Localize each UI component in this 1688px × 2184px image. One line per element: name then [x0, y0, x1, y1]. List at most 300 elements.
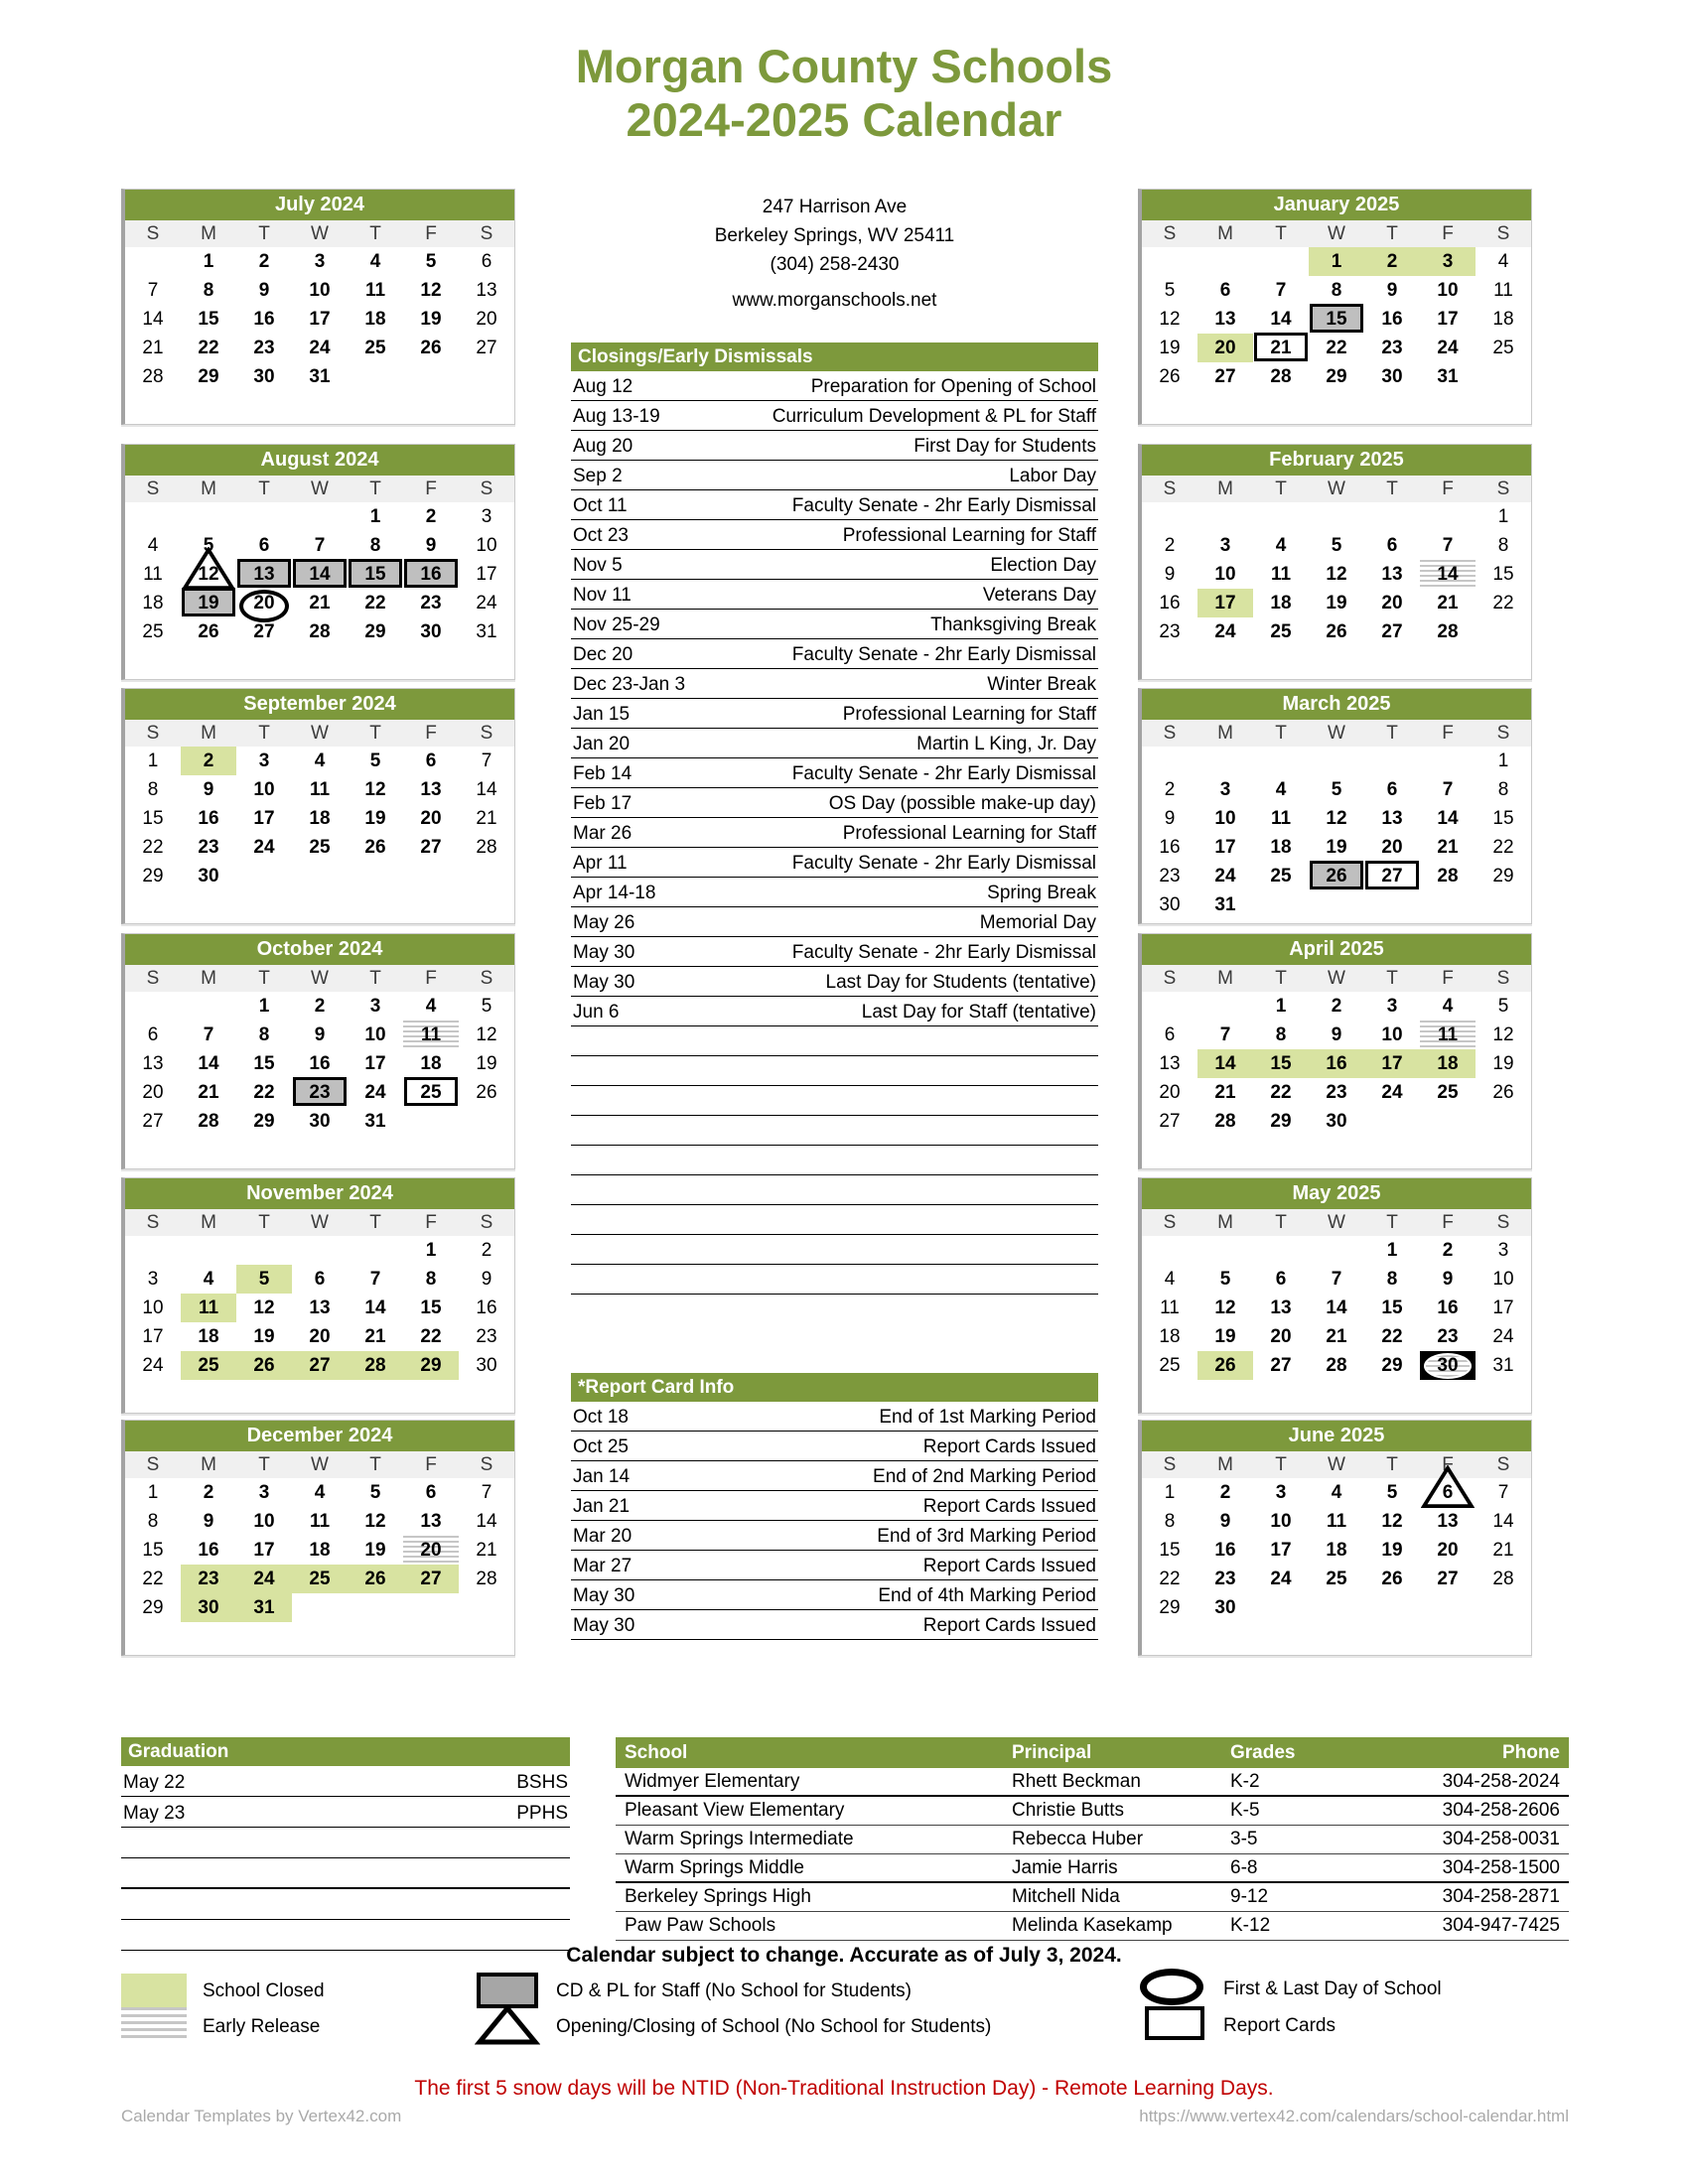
weekday-letter: T	[1275, 968, 1287, 989]
day-cell	[1364, 890, 1420, 919]
day-cell: 26	[1309, 862, 1364, 890]
day-cell: 16	[253, 309, 275, 330]
day-cell: 17	[253, 1540, 275, 1561]
blank-row	[571, 1175, 1098, 1205]
weekday-letter: W	[311, 1454, 329, 1475]
row-description: Election Day	[990, 555, 1096, 576]
row-date: Apr 14-18	[573, 883, 656, 903]
day-cell	[1476, 1107, 1531, 1136]
day-cell: 8	[1497, 779, 1509, 800]
first-last-day-label: First & Last Day of School	[1223, 1979, 1442, 1999]
day-cell: 14	[198, 1053, 219, 1074]
weekday-letter: S	[1496, 968, 1510, 989]
weekday-letter: W	[311, 1212, 329, 1233]
day-cell: 30	[476, 1355, 497, 1376]
day-cell: 12	[1326, 564, 1347, 585]
weekday-letter: S	[146, 223, 160, 244]
grades: 6-8	[1230, 1857, 1258, 1878]
weekday-letter: S	[1496, 723, 1510, 744]
day-cell: 23	[253, 338, 275, 358]
day-cell: 5	[1219, 1269, 1231, 1290]
day-cell: 30	[1214, 1597, 1236, 1618]
day-cell	[1309, 1593, 1364, 1622]
footer-url[interactable]: https://www.vertex42.com/calendars/school-calendar.html	[1139, 2107, 1569, 2125]
day-cell: 3	[1219, 779, 1231, 800]
day-cell: 25	[1270, 621, 1292, 642]
day-cell: 14	[1492, 1511, 1514, 1532]
day-cell: 23	[292, 1078, 348, 1107]
day-cell: 5	[369, 1482, 381, 1503]
row-date: Nov 11	[573, 585, 632, 606]
day-cell: 16	[1437, 1297, 1459, 1318]
day-cell: 8	[258, 1024, 270, 1045]
day-cell: 15	[1381, 1297, 1403, 1318]
website-link[interactable]: www.morganschools.net	[732, 290, 937, 311]
day-cell: 25	[1437, 1082, 1459, 1103]
list-row	[571, 1491, 1098, 1521]
day-cell	[1197, 1236, 1253, 1265]
day-cell: 5	[236, 1265, 292, 1294]
day-grid	[125, 247, 514, 391]
row-description: End of 2nd Marking Period	[873, 1466, 1096, 1487]
day-cell: 3	[314, 251, 326, 272]
grades: K-12	[1230, 1915, 1271, 1936]
weekday-letter: F	[425, 968, 437, 989]
day-cell: 6	[481, 251, 492, 272]
schools-header-principal: Principal	[1012, 1742, 1092, 1763]
day-cell	[1309, 1236, 1364, 1265]
day-cell: 24	[1437, 338, 1459, 358]
schools-header-grades: Grades	[1230, 1742, 1296, 1763]
day-cell	[403, 862, 459, 890]
day-cell: 7	[1442, 535, 1454, 556]
day-cell: 22	[1492, 593, 1514, 614]
day-cell: 10	[364, 1024, 386, 1045]
row-date: Nov 5	[573, 555, 623, 576]
day-cell: 19	[1214, 1326, 1236, 1347]
day-cell: 20	[309, 1326, 331, 1347]
row-date: Mar 20	[573, 1526, 633, 1547]
day-cell: 2	[425, 506, 437, 527]
weekday-letter: T	[1275, 723, 1287, 744]
day-cell: 22	[142, 1569, 164, 1589]
weekday-letter: M	[1217, 723, 1233, 744]
day-cell: 10	[253, 1511, 275, 1532]
grades: K-5	[1230, 1800, 1260, 1821]
day-cell: 19	[476, 1053, 497, 1074]
day-cell	[459, 1107, 514, 1136]
day-cell: 7	[1219, 1024, 1231, 1045]
row-description: Labor Day	[1009, 466, 1096, 486]
day-cell: 20	[476, 309, 497, 330]
day-grid	[125, 747, 514, 890]
day-cell: 11	[1270, 564, 1292, 585]
grades: 3-5	[1230, 1829, 1258, 1849]
day-cell: 18	[1270, 593, 1292, 614]
weekday-letter: M	[1217, 1212, 1233, 1233]
day-cell: 13	[309, 1297, 331, 1318]
weekday-letter: M	[201, 723, 216, 744]
list-row	[571, 788, 1098, 818]
weekday-letter: T	[369, 723, 381, 744]
closings-header: Closings/Early Dismissals	[571, 342, 1098, 371]
weekday-letter: S	[480, 1454, 493, 1475]
weekday-letter: S	[480, 723, 493, 744]
weekday-letter: W	[1328, 223, 1345, 244]
day-cell: 24	[309, 338, 331, 358]
open-close-label: Opening/Closing of School (No School for Students)	[556, 2016, 992, 2037]
day-cell: 16	[309, 1053, 331, 1074]
day-cell: 19	[181, 589, 236, 617]
weekday-letter: T	[1275, 478, 1287, 499]
list-row	[571, 1432, 1098, 1461]
day-cell	[1142, 747, 1197, 775]
day-cell: 4	[1275, 535, 1287, 556]
day-cell: 20	[1270, 1326, 1292, 1347]
day-cell: 11	[309, 1511, 331, 1532]
row-date: May 23	[123, 1803, 186, 1824]
day-cell: 11	[364, 280, 386, 301]
school-closed-label: School Closed	[203, 1980, 325, 2001]
principal-name: Melinda Kasekamp	[1012, 1915, 1173, 1936]
month-september-2024	[121, 688, 515, 924]
day-cell: 2	[1442, 1240, 1454, 1261]
school-name: Berkeley Springs High	[625, 1886, 811, 1907]
day-cell: 9	[1331, 1024, 1342, 1045]
weekday-letter: T	[258, 223, 270, 244]
weekday-letter: F	[1442, 723, 1454, 744]
day-cell: 8	[1497, 535, 1509, 556]
day-cell: 24	[236, 1565, 292, 1593]
day-cell: 10	[142, 1297, 164, 1318]
graduation-section	[121, 1737, 570, 1951]
day-cell: 6	[1386, 535, 1398, 556]
day-cell: 19	[364, 1540, 386, 1561]
day-cell: 6	[425, 1482, 437, 1503]
day-cell: 21	[198, 1082, 219, 1103]
day-cell	[1142, 1236, 1197, 1265]
day-grid	[125, 992, 514, 1136]
day-cell: 1	[1386, 1240, 1398, 1261]
weekday-letter: F	[1442, 1212, 1454, 1233]
day-cell: 27	[1214, 366, 1236, 387]
weekday-letter: S	[146, 968, 160, 989]
day-cell: 19	[1492, 1053, 1514, 1074]
day-cell: 2	[314, 996, 326, 1017]
list-row	[571, 401, 1098, 431]
day-cell: 6	[1420, 1478, 1476, 1507]
weekday-letter: T	[1275, 1212, 1287, 1233]
row-date: Aug 13-19	[573, 406, 660, 427]
day-cell: 8	[1331, 280, 1342, 301]
open-close-triangle	[1421, 1465, 1475, 1509]
day-cell: 28	[309, 621, 331, 642]
day-cell: 15	[253, 1053, 275, 1074]
day-cell: 22	[420, 1326, 442, 1347]
day-cell: 21	[364, 1326, 386, 1347]
day-cell: 18	[1159, 1326, 1181, 1347]
phone: 304-258-2871	[1442, 1886, 1560, 1907]
day-cell: 28	[1437, 866, 1459, 887]
day-cell: 28	[1492, 1569, 1514, 1589]
weekday-letter: T	[1386, 478, 1398, 499]
weekday-letter: T	[258, 478, 270, 499]
school-row	[616, 1826, 1569, 1854]
weekday-letter: T	[258, 1212, 270, 1233]
day-cell: 23	[1326, 1082, 1347, 1103]
day-cell: 14	[476, 779, 497, 800]
weekday-letter: F	[425, 223, 437, 244]
day-cell: 17	[253, 808, 275, 829]
day-cell: 18	[1326, 1540, 1347, 1561]
day-cell: 2	[1219, 1482, 1231, 1503]
day-cell: 16	[1309, 1049, 1364, 1078]
month-title: June 2025	[1142, 1421, 1531, 1451]
day-cell: 24	[1270, 1569, 1292, 1589]
list-row	[571, 758, 1098, 788]
month-title: November 2024	[125, 1178, 514, 1209]
day-cell	[1253, 890, 1309, 919]
day-cell: 27	[253, 621, 275, 642]
day-cell: 20	[142, 1082, 164, 1103]
weekday-header-row	[125, 1451, 514, 1478]
day-cell: 9	[203, 779, 214, 800]
day-cell: 9	[1442, 1269, 1454, 1290]
day-cell	[292, 1236, 348, 1265]
day-cell: 14	[1326, 1297, 1347, 1318]
day-cell: 20	[1197, 334, 1253, 362]
day-cell: 17	[1492, 1297, 1514, 1318]
weekday-letter: S	[480, 1212, 493, 1233]
month-title: October 2024	[125, 934, 514, 965]
day-cell: 27	[1364, 862, 1420, 890]
day-cell: 14	[292, 560, 348, 589]
day-cell	[1420, 890, 1476, 919]
weekday-letter: T	[369, 223, 381, 244]
blank-row	[571, 1086, 1098, 1116]
day-cell: 4	[314, 751, 326, 771]
row-date: May 30	[573, 1585, 635, 1606]
day-cell	[1420, 747, 1476, 775]
weekday-letter: M	[201, 1454, 216, 1475]
list-row	[571, 967, 1098, 997]
day-cell: 17	[309, 309, 331, 330]
list-row	[571, 1521, 1098, 1551]
weekday-letter: S	[146, 1454, 160, 1475]
weekday-letter: T	[258, 1454, 270, 1475]
month-may-2025	[1138, 1177, 1532, 1414]
row-description: Preparation for Opening of School	[810, 376, 1096, 397]
day-cell	[292, 502, 348, 531]
day-cell: 4	[1164, 1269, 1176, 1290]
day-cell	[1197, 747, 1253, 775]
day-cell: 31	[364, 1111, 386, 1132]
address-block	[571, 193, 1098, 315]
school-row	[616, 1854, 1569, 1883]
day-cell: 21	[476, 808, 497, 829]
day-cell: 2	[203, 1482, 214, 1503]
day-cell: 3	[1497, 1240, 1509, 1261]
address-phone: (304) 258-2430	[770, 254, 900, 275]
day-cell: 17	[142, 1326, 164, 1347]
day-cell	[403, 1107, 459, 1136]
day-cell: 27	[1159, 1111, 1181, 1132]
weekday-letter: M	[1217, 478, 1233, 499]
report-card-rows	[571, 1402, 1098, 1640]
weekday-letter: F	[1442, 478, 1454, 499]
report-cards-label: Report Cards	[1223, 2015, 1336, 2036]
day-cell: 10	[309, 280, 331, 301]
row-date: Feb 17	[573, 793, 633, 814]
row-description: BSHS	[516, 1772, 568, 1793]
month-february-2025	[1138, 444, 1532, 680]
day-cell	[181, 502, 236, 531]
day-cell	[1142, 502, 1197, 531]
day-cell: 26	[420, 338, 442, 358]
day-cell: 26	[476, 1082, 497, 1103]
day-cell: 24	[1381, 1082, 1403, 1103]
weekday-letter: S	[146, 478, 160, 499]
day-cell: 10	[1270, 1511, 1292, 1532]
day-cell: 8	[147, 1511, 159, 1532]
day-cell: 21	[1437, 837, 1459, 858]
day-cell: 24	[142, 1355, 164, 1376]
day-cell	[1364, 502, 1420, 531]
phone: 304-258-0031	[1442, 1829, 1560, 1849]
row-date: Jan 14	[573, 1466, 631, 1487]
first-last-day-oval-icon	[1140, 1969, 1203, 2005]
list-row	[571, 878, 1098, 907]
day-cell: 14	[476, 1511, 497, 1532]
day-cell: 8	[425, 1269, 437, 1290]
day-cell: 11	[143, 564, 163, 585]
day-cell	[1309, 890, 1364, 919]
day-cell: 26	[348, 1565, 403, 1593]
day-cell	[1142, 992, 1197, 1021]
day-cell: 5	[425, 251, 437, 272]
day-cell: 28	[1214, 1111, 1236, 1132]
day-cell: 15	[1492, 564, 1514, 585]
page-title-line1: Morgan County Schools	[575, 40, 1113, 92]
address-city: Berkeley Springs, WV 25411	[714, 225, 955, 246]
footer-credit: Calendar Templates by Vertex42.com	[121, 2107, 402, 2125]
day-cell: 9	[481, 1269, 492, 1290]
day-cell: 17	[1364, 1049, 1420, 1078]
day-cell: 18	[198, 1326, 219, 1347]
list-row	[571, 1461, 1098, 1491]
list-row	[571, 818, 1098, 848]
row-date: May 30	[573, 942, 635, 963]
day-cell: 21	[1253, 334, 1309, 362]
day-cell: 12	[181, 560, 236, 589]
list-row	[571, 431, 1098, 461]
day-cell: 4	[1331, 1482, 1342, 1503]
day-cell: 20	[1381, 837, 1403, 858]
day-cell	[1364, 1107, 1420, 1136]
day-cell	[1142, 247, 1197, 276]
day-cell: 9	[1386, 280, 1398, 301]
day-cell: 6	[425, 751, 437, 771]
day-grid	[1142, 502, 1531, 646]
day-cell: 20	[236, 589, 292, 617]
weekday-letter: T	[1386, 223, 1398, 244]
weekday-letter: T	[1386, 968, 1398, 989]
blank-row	[571, 1205, 1098, 1235]
day-cell: 1	[258, 996, 270, 1017]
day-cell: 18	[309, 808, 331, 829]
day-cell	[1309, 747, 1364, 775]
day-cell: 10	[1214, 564, 1236, 585]
day-cell: 1	[203, 251, 214, 272]
day-grid	[125, 502, 514, 646]
day-cell: 3	[369, 996, 381, 1017]
month-june-2025	[1138, 1420, 1532, 1656]
row-date: Dec 20	[573, 644, 633, 665]
weekday-letter: T	[258, 968, 270, 989]
month-title: May 2025	[1142, 1178, 1531, 1209]
closings-section	[571, 342, 1098, 1295]
day-cell: 8	[1275, 1024, 1287, 1045]
phone: 304-258-1500	[1442, 1857, 1560, 1878]
day-cell: 12	[420, 280, 442, 301]
row-date: May 30	[573, 1615, 635, 1636]
day-cell: 31	[1437, 366, 1459, 387]
day-cell: 15	[1492, 808, 1514, 829]
row-date: Aug 12	[573, 376, 633, 397]
day-cell: 31	[236, 1593, 292, 1622]
day-cell: 29	[364, 621, 386, 642]
day-cell: 20	[1159, 1082, 1181, 1103]
school-row	[616, 1768, 1569, 1797]
day-cell	[348, 1593, 403, 1622]
day-cell: 19	[1159, 338, 1181, 358]
report-card-header: *Report Card Info	[571, 1373, 1098, 1402]
day-cell: 18	[1420, 1049, 1476, 1078]
day-cell: 13	[1437, 1511, 1459, 1532]
day-cell: 1	[1309, 247, 1364, 276]
day-cell: 10	[1214, 808, 1236, 829]
list-row	[571, 580, 1098, 610]
day-cell: 3	[1275, 1482, 1287, 1503]
day-grid	[1142, 1478, 1531, 1622]
day-cell	[1309, 502, 1364, 531]
school-closed-swatch	[121, 1974, 187, 2007]
day-cell: 5	[1331, 535, 1342, 556]
day-cell: 2	[481, 1240, 492, 1261]
day-cell	[1364, 747, 1420, 775]
weekday-letter: M	[1217, 968, 1233, 989]
month-january-2025	[1138, 189, 1532, 425]
day-cell: 19	[1381, 1540, 1403, 1561]
day-cell: 11	[1160, 1297, 1180, 1318]
weekday-letter: M	[201, 223, 216, 244]
schools-header-school: School	[625, 1742, 688, 1763]
day-cell: 20	[403, 1536, 459, 1565]
day-cell: 8	[1386, 1269, 1398, 1290]
row-description: Report Cards Issued	[922, 1615, 1096, 1636]
day-cell: 28	[476, 837, 497, 858]
day-cell: 26	[1159, 366, 1181, 387]
report-cards-swatch	[1145, 2006, 1204, 2040]
weekday-letter: S	[480, 223, 493, 244]
weekday-letter: S	[1496, 478, 1510, 499]
day-cell: 27	[142, 1111, 164, 1132]
weekday-letter: M	[1217, 223, 1233, 244]
weekday-header-row	[125, 1209, 514, 1236]
row-description: PPHS	[516, 1803, 568, 1824]
day-cell: 22	[1159, 1569, 1181, 1589]
day-cell: 11	[1326, 1511, 1347, 1532]
